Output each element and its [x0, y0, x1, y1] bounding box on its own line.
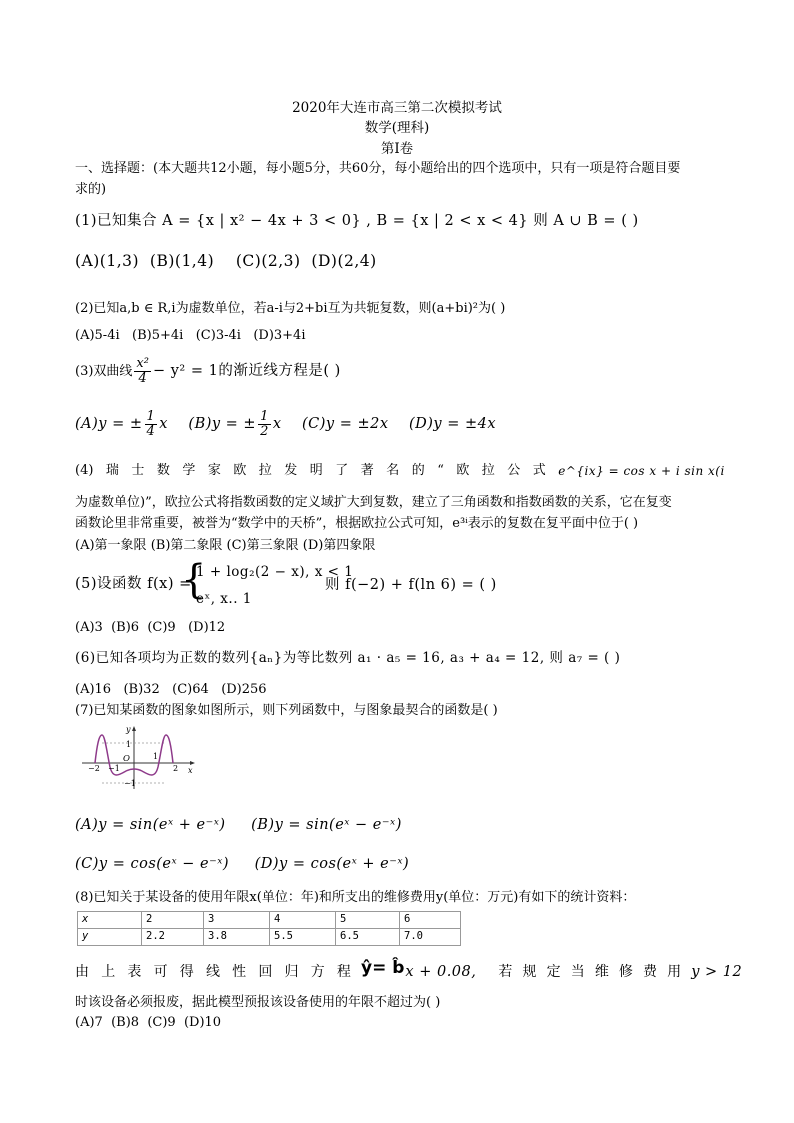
q4-line2: 为虚数单位)”，欧拉公式将指数函数的定义域扩大到复数，建立了三角函数和指数函数的关系，它在复变 — [75, 495, 672, 510]
q8-l2t-c0: 若 — [498, 964, 513, 980]
q1-options — [75, 252, 377, 270]
q4-options — [75, 537, 375, 555]
q8-l2-c4: 得 — [179, 964, 194, 980]
q8-line3: 时该设备必须报废，据此模型预报该设备使用的年限不超过为( ) — [75, 995, 441, 1010]
q8-options — [75, 1014, 221, 1032]
y-tick-1: 1 — [126, 740, 132, 749]
q4-c9: 明 — [309, 463, 323, 478]
q8-l2t-c1: 规 — [522, 964, 537, 980]
q8-line2-tail — [498, 963, 742, 981]
table-cell: 2 — [142, 912, 204, 929]
q3-prefix: (3)双曲线 — [75, 364, 133, 379]
q5-option-d: (D)12 — [188, 620, 226, 635]
q4-line1 — [75, 462, 725, 480]
q8-l2-c6: 性 — [232, 964, 247, 980]
table-cell: 5 — [336, 912, 400, 929]
q4-option-b: (B)第二象限 — [150, 538, 223, 553]
table-cell: 6 — [400, 912, 461, 929]
q3-option-b-suffix: x — [272, 416, 282, 432]
q4-c0: (4) — [75, 463, 94, 478]
q7-options-row2 — [75, 855, 409, 873]
q3-option-d: (D)y = ±4x — [408, 416, 497, 432]
q8-l2-c8: 归 — [284, 964, 299, 980]
q4-option-d: (D)第四象限 — [302, 538, 376, 553]
q8-l2-c10: 程 — [336, 964, 351, 980]
q4-option-c: (C)第三象限 — [226, 538, 299, 553]
q4-line3: 函数论里非常重要，被誉为“数学中的天桥”，根据欧拉公式可知，e³ⁱ表示的复数在复平面中位于( ) — [75, 516, 639, 531]
x-tick-neg2: −2 — [88, 764, 100, 773]
q4-c14: “ — [437, 463, 444, 478]
q5-option-c: (C)9 — [147, 620, 176, 635]
table-cell: 3 — [204, 912, 270, 929]
q3-b-den: 2 — [260, 423, 269, 439]
q4-c6: 欧 — [233, 463, 247, 478]
q4-c17: 公 — [507, 463, 521, 478]
q7-option-c: (C)y = cos(eˣ − e⁻ˣ) — [75, 856, 230, 872]
q8-text: (8)已知关于某设备的使用年限x(单位：年)和所支出的维修费用y(单位：万元)有如下的统计资料： — [75, 890, 636, 905]
section-heading-line2: 求的) — [75, 182, 107, 197]
section-heading-line1: 一、选择题：(本大题共12小题，每小题5分，共60分，每小题给出的四个选项中，只有一项是符合题目要 — [75, 161, 681, 176]
table-cell: 4 — [270, 912, 336, 929]
x-label: x — [188, 766, 193, 775]
q4-c7: 拉 — [258, 463, 272, 478]
q5-case1: 1 + log₂(2 − x), x < 1 — [196, 564, 354, 580]
q4-c4: 学 — [182, 463, 196, 478]
q8-l2-c9: 方 — [310, 964, 325, 980]
q6-option-c: (C)64 — [172, 682, 209, 697]
q7-option-d: (D)y = cos(eˣ + e⁻ˣ) — [254, 856, 410, 872]
q8-regression-eq: x + 0.08, — [405, 964, 477, 980]
q2-text: (2)已知a,b ∈ R,i为虚数单位，若a-i与2+bi互为共轭复数，则(a+bi)²为( ) — [75, 301, 506, 316]
x-tick-1: 1 — [153, 752, 159, 761]
exam-subject: 数学(理科) — [364, 120, 430, 136]
table-cell: 7.0 — [400, 929, 461, 946]
q3-option-a-suffix: x — [159, 416, 168, 432]
q3-frac-num: x² — [136, 356, 149, 371]
q6-option-d: (D)256 — [221, 682, 267, 697]
q3-option-a-prefix: (A)y = ± — [75, 416, 143, 432]
q5-option-a: (A)3 — [75, 620, 103, 635]
y-label: y — [126, 725, 131, 734]
table-row — [78, 912, 461, 929]
table-cell: x — [78, 912, 142, 929]
q2-option-a: (A)5-4i — [75, 328, 120, 343]
q6-option-a: (A)16 — [75, 682, 112, 697]
y-axis-arrow — [132, 726, 136, 731]
q3-options — [75, 409, 496, 439]
q8-l2-c5: 线 — [205, 964, 220, 980]
q8-regression-glitch: ŷ= b̂ — [361, 958, 405, 978]
q6-option-b: (B)32 — [123, 682, 160, 697]
q8-line2 — [75, 958, 743, 981]
q8-option-a: (A)7 — [75, 1015, 103, 1030]
table-row — [78, 929, 461, 946]
q3-b-num: 1 — [260, 408, 269, 424]
q5-option-b: (B)6 — [111, 620, 140, 635]
table-cell: 2.2 — [142, 929, 204, 946]
x-tick-neg1: −1 — [108, 764, 120, 773]
q3-option-b-prefix: (B)y = ± — [188, 416, 257, 432]
y-tick-neg1: −1 — [124, 779, 136, 788]
table-cell: 3.8 — [204, 929, 270, 946]
q8-l2-c3: 可 — [153, 964, 168, 980]
q5-prefix: (5)设函数 f(x) = — [75, 576, 192, 592]
q8-option-c: (C)9 — [147, 1015, 176, 1030]
q4-c13: 的 — [411, 463, 425, 478]
q4-c18: 式 — [532, 463, 546, 478]
q8-option-d: (D)10 — [183, 1015, 222, 1030]
q3-a-den: 4 — [146, 423, 156, 439]
q4-c3: 数 — [156, 463, 170, 478]
exam-title: 2020年大连市高三第二次模拟考试 — [292, 100, 502, 116]
q8-data-table — [77, 911, 461, 946]
q5-suffix: 则 f(−2) + f(ln 6) = ( ) — [325, 577, 497, 593]
q4-c1: 瑞 — [105, 463, 119, 478]
q4-c15: 欧 — [456, 463, 470, 478]
q4-c8: 发 — [284, 463, 298, 478]
q7-text: (7)已知某函数的图象如图所示，则下列函数中，与图象最契合的函数是( ) — [75, 703, 498, 718]
q8-l2t-c6: 费 — [643, 964, 658, 980]
x-tick-2: 2 — [173, 764, 179, 773]
q1-option-c: (C)(2,3) — [235, 252, 301, 270]
q4-c10: 了 — [335, 463, 349, 478]
q7-options-row1 — [75, 816, 402, 834]
q1-option-a: (A)(1,3) — [75, 252, 140, 270]
q3-a-num: 1 — [146, 408, 156, 424]
q7-option-a: (A)y = sin(eˣ + e⁻ˣ) — [75, 817, 226, 833]
q5-brace: { — [181, 557, 207, 603]
q8-l2-c2: 表 — [127, 964, 142, 980]
q1-option-d: (D)(2,4) — [311, 252, 377, 270]
q3-frac-den: 4 — [138, 371, 147, 386]
q6-text: (6)已知各项均为正数的数列{aₙ}为等比数列 a₁ · a₅ = 16, a₃ + a₄ = 12, 则 a₇ = ( ) — [75, 650, 621, 666]
q4-c2: 士 — [131, 463, 145, 478]
q8-l2-c1: 上 — [101, 964, 116, 980]
q8-l2t-c5: 修 — [618, 964, 633, 980]
q6-options — [75, 681, 267, 699]
q3-option-a-frac — [145, 410, 158, 439]
q1-option-b: (B)(1,4) — [149, 252, 215, 270]
table-cell: 6.5 — [336, 929, 400, 946]
q3-option-c: (C)y = ±2x — [302, 416, 389, 432]
q3-option-b-frac — [258, 410, 271, 439]
q5-case2: eˣ, x.. 1 — [196, 591, 252, 607]
q8-option-b: (B)8 — [111, 1015, 140, 1030]
q8-line2-head — [75, 963, 351, 981]
q2-options — [75, 327, 306, 345]
q8-l2t-c4: 维 — [594, 964, 609, 980]
origin-label: O — [123, 754, 130, 764]
q8-l2-c0: 由 — [75, 964, 89, 980]
q7-option-b: (B)y = sin(eˣ − e⁻ˣ) — [251, 817, 402, 833]
q8-l2t-c3: 当 — [570, 964, 585, 980]
q7-function-graph — [82, 723, 198, 793]
q8-l2t-inequality: y > 12 — [691, 964, 743, 980]
q2-option-c: (C)3-4i — [195, 328, 241, 343]
q8-l2t-c2: 定 — [546, 964, 561, 980]
x-axis-arrow — [190, 761, 195, 765]
q8-l2t-c7: 用 — [667, 964, 682, 980]
q4-c5: 家 — [207, 463, 221, 478]
table-cell: y — [78, 929, 142, 946]
q2-option-b: (B)5+4i — [132, 328, 184, 343]
q1-text: (1)已知集合 A = {x | x² − 4x + 3 < 0} , B = {x | 2 < x < 4} 则 A ∪ B = ( ) — [75, 213, 639, 229]
q4-c16: 拉 — [481, 463, 495, 478]
q4-c11: 著 — [360, 463, 374, 478]
table-cell: 5.5 — [270, 929, 336, 946]
q8-l2-c7: 回 — [258, 964, 273, 980]
q4-option-a: (A)第一象限 — [75, 538, 147, 553]
q5-options — [75, 619, 225, 637]
q4-euler-formula: e^{ix} = cos x + i sin x(i — [558, 464, 725, 478]
q3-text — [75, 356, 341, 387]
q4-c12: 名 — [386, 463, 400, 478]
q3-suffix: − y² = 1的渐近线方程是( ) — [152, 363, 341, 379]
q2-option-d: (D)3+4i — [253, 328, 306, 343]
exam-volume: 第Ⅰ卷 — [380, 141, 414, 157]
q3-fraction — [134, 357, 151, 386]
